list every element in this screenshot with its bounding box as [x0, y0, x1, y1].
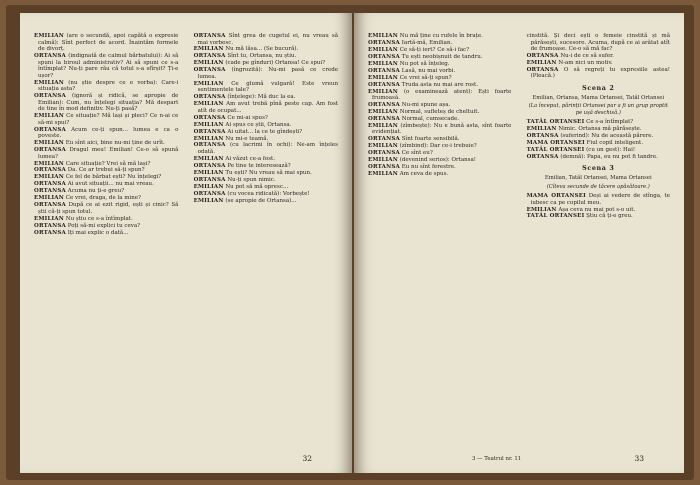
dialogue-line — [527, 140, 670, 147]
speaker-name: ORTANSA — [368, 101, 400, 108]
dialogue-text: (are o secundă, apoi capătă o expresie calmă): Sînt perfect de acord. Înaintăm formele de divorț. — [38, 33, 179, 53]
speaker-name: ORTANSA — [34, 188, 66, 195]
dialogue-line — [368, 164, 511, 171]
dialogue-line — [34, 113, 178, 126]
dialogue-line — [368, 33, 511, 40]
dialogue-line — [368, 171, 511, 178]
dialogue-text: Tu ești? Nu vreau să mai spun. — [225, 169, 312, 176]
dialogue-line — [34, 202, 178, 215]
dialogue-text: Nu-i de ce să sufer. — [560, 53, 614, 60]
dialogue-text: (demnă): Papa, eu nu pot fi tandre. — [560, 153, 658, 160]
dialogue-text: Ce să-ți iert? Ce să-i fac? — [399, 46, 470, 53]
scene-cast: Emilian, Tatăl Ortansei, Mama Ortansei — [544, 174, 652, 181]
speaker-name: ORTANSA — [193, 67, 226, 74]
speaker-name: ORTANSA — [368, 53, 400, 60]
speaker-name: ORTANSA — [368, 67, 400, 74]
speaker-name: EMILIAN — [193, 121, 224, 128]
dialogue-line — [194, 101, 338, 114]
speaker-name: ORTANSA — [526, 133, 559, 140]
dialogue-line — [368, 150, 511, 157]
left-column-1 — [34, 33, 178, 443]
dialogue-text: cinstită. Și deci ești o femeie cinstită și mă părăsești, sucesore. Acuma, după ce ai arătat atît de frumoase. Ce-o să mă fac? — [526, 33, 670, 53]
speaker-name: ORTANSA — [34, 53, 66, 60]
dialogue-text: Ai avut situații... nu mai vreau. — [67, 181, 154, 188]
speaker-name: EMILIAN — [368, 60, 398, 67]
dialogue-line — [194, 170, 338, 177]
speaker-name: ORTANSA — [34, 202, 66, 209]
dialogue-text: Deși ai vedere de stînga, te iubesc ca pe copilul meu. — [530, 193, 670, 206]
dialogue-text: (nu știe despre ce e vorba): Care-i situația asta? — [38, 79, 179, 93]
dialogue-line — [368, 157, 511, 164]
dialogue-text: (zîmbind): Dar ce-i trebuie? — [399, 143, 477, 150]
dialogue-line — [527, 133, 670, 140]
dialogue-text: Ai spus ce știi, Ortansa. — [225, 121, 292, 128]
dialogue-text: Nu-ți spun nimic. — [227, 176, 276, 183]
speaker-name: ORTANSA — [193, 176, 226, 183]
dialogue-line — [194, 67, 338, 80]
dialogue-line — [194, 177, 338, 184]
dialogue-text: Nu știu ce s-a întîmplat. — [65, 215, 133, 222]
dialogue-text: (devenind serios): Ortansa! — [399, 157, 476, 164]
dialogue-line — [368, 136, 511, 143]
dialogue-text: (o examinează atent): Ești foarte frumoasă. — [372, 88, 512, 102]
speaker-name: EMILIAN — [368, 122, 398, 129]
speaker-name: EMILIAN — [34, 79, 64, 86]
dialogue-text: Normal, cumsecade. — [401, 115, 460, 122]
speaker-name: EMILIAN — [193, 101, 224, 108]
speaker-name: ORTANSA — [368, 150, 400, 157]
dialogue-text: Am avut trebă pînă peste cap. Am fost atît de ocupat... — [197, 101, 338, 114]
dialogue-text: Nu pot să înțeleg. — [399, 60, 450, 67]
dialogue-text: Așa ceva nu mai pot s-o uit. — [558, 206, 636, 213]
dialogue-line — [34, 127, 178, 140]
dialogue-text: Care situație? Vrei să mă lași? — [65, 160, 151, 167]
speaker-name: ORTANSA — [526, 53, 559, 60]
page-number-right: 33 — [634, 454, 644, 463]
speaker-name: EMILIAN — [526, 59, 557, 66]
dialogue-line — [34, 33, 178, 53]
dialogue-text: Eu nu sînt ferestre. — [401, 164, 456, 171]
dialogue-line — [527, 33, 670, 53]
dialogue-text: Eu sînt aici, bine nu-mi ține de urît. — [65, 140, 165, 147]
dialogue-line — [34, 174, 178, 181]
right-columns — [368, 33, 670, 443]
speaker-name: EMILIAN — [34, 160, 64, 167]
dialogue-text: Sînt tu, Ortansa, nu știu. — [227, 53, 297, 60]
speaker-name: MAMA ORTANSEI — [526, 140, 585, 146]
speaker-name: ORTANSA — [193, 190, 226, 197]
speaker-name: EMILIAN — [34, 195, 64, 202]
dialogue-text: (suferind): Nu de această părere. — [560, 133, 654, 140]
dialogue-text: Truda asta nu mai are rost. — [401, 81, 478, 88]
dialogue-line — [368, 143, 511, 150]
speaker-name: EMILIAN — [193, 80, 224, 87]
right-column-1 — [368, 33, 511, 443]
speaker-name: EMILIAN — [34, 140, 64, 147]
dialogue-line — [527, 154, 670, 161]
dialogue-line — [527, 67, 670, 80]
scene-title: Scena 2 — [582, 84, 615, 92]
right-page — [354, 13, 684, 473]
dialogue-line — [527, 53, 670, 60]
dialogue-text: Nimic. Ortansa mă părăsește. — [558, 126, 642, 133]
speaker-name: ORTANSA — [193, 53, 226, 60]
dialogue-line — [194, 129, 338, 136]
speaker-name: EMILIAN — [368, 170, 398, 177]
dialogue-text: Nu mi-e teamă. — [225, 135, 269, 142]
dialogue-text: Da. Ce ar trebui să-ți spun? — [67, 167, 145, 174]
dialogue-text: Sînt foarte sensibilă. — [401, 136, 460, 143]
dialogue-line — [527, 126, 670, 133]
speaker-name: EMILIAN — [368, 33, 398, 39]
right-column-2 — [527, 33, 670, 443]
book-spread — [6, 5, 694, 480]
scene-title: Scena 3 — [582, 164, 615, 173]
dialogue-line — [368, 116, 511, 123]
dialogue-line — [527, 119, 670, 126]
dialogue-line — [194, 94, 338, 101]
dialogue-line — [527, 213, 670, 220]
speaker-name: ORTANSA — [34, 181, 66, 188]
dialogue-line — [368, 40, 511, 47]
dialogue-text: Nu mă ține cu rufele în brațe. — [399, 33, 483, 39]
dialogue-text: O să regreți tu expresiile astea! (Pleacă.) — [530, 66, 670, 80]
dialogue-text: Sînt grea de cugetul ei, nu vreau să mai vorbesc. — [197, 33, 338, 46]
stage-direction: (La început, părinții Ortansei par a fi un grup proptit pe ușă deschisă.) — [528, 103, 668, 116]
dialogue-line — [34, 223, 178, 230]
dialogue-text: Ai uitat... la ce te gîndești? — [227, 128, 303, 135]
speaker-name: EMILIAN — [193, 135, 224, 142]
speaker-name: EMILIAN — [34, 33, 64, 39]
dialogue-text: Poți să-mi explici tu ceva? — [67, 222, 141, 229]
dialogue-line — [194, 156, 338, 163]
speaker-name: ORTANSA — [368, 136, 400, 143]
scene-cast: Emilian, Ortansa, Mama Ortansei, Tatăl Ortansei — [532, 94, 665, 101]
dialogue-text: (cade pe gînduri) Ortansa! Ce spui? — [225, 60, 326, 67]
dialogue-line — [194, 198, 338, 205]
dialogue-text: Normal, sufleteș de cheltuit. — [399, 108, 480, 115]
speaker-name: EMILIAN — [193, 169, 224, 176]
speaker-name: TATĂL ORTANSEI — [526, 213, 585, 220]
speaker-name: TATĂL ORTANSEI — [526, 146, 585, 153]
dialogue-line — [194, 191, 338, 198]
speaker-name: EMILIAN — [193, 155, 224, 162]
dialogue-text: Acum ce-ți spun... lumea e ca o poveste. — [38, 126, 179, 140]
dialogue-text: Ce sînt eu? — [401, 150, 433, 157]
dialogue-text: Tu ești neobișnuit de tandru. — [401, 53, 483, 60]
dialogue-line — [34, 188, 178, 195]
dialogue-line — [527, 60, 670, 67]
dialogue-line — [368, 54, 511, 61]
speaker-name: EMILIAN — [368, 88, 398, 95]
speaker-name: EMILIAN — [193, 60, 224, 67]
speaker-name: ORTANSA — [193, 162, 226, 169]
dialogue-text: Am ceva de spus. — [399, 170, 449, 177]
dialogue-text: Pe tine te interesează? — [227, 162, 291, 169]
speaker-name: EMILIAN — [368, 74, 398, 81]
dialogue-line — [368, 109, 511, 116]
dialogue-text: Ce fel de bărbat ești? Nu înțelegi? — [65, 174, 162, 181]
left-page — [20, 13, 352, 473]
speaker-name: EMILIAN — [193, 183, 224, 190]
dialogue-line — [194, 142, 338, 155]
dialogue-line — [194, 163, 338, 170]
dialogue-line — [34, 93, 178, 113]
speaker-name: EMILIAN — [193, 46, 224, 53]
dialogue-text: Nu pot să mă opresc... — [225, 183, 289, 190]
speaker-name: EMILIAN — [368, 157, 398, 164]
dialogue-text: Ai văzut ce-a fost. — [225, 155, 275, 162]
dialogue-line — [368, 123, 511, 136]
speaker-name: MAMA ORTANSEI — [526, 193, 586, 200]
dialogue-line — [34, 181, 178, 188]
speaker-name: ORTANSA — [34, 93, 66, 100]
dialogue-line — [34, 216, 178, 223]
dialogue-text: N-am nici un motiv. — [558, 59, 613, 66]
speaker-name: EMILIAN — [34, 113, 64, 120]
speaker-name: EMILIAN — [34, 174, 64, 181]
dialogue-text: Ce glumă vulgară! Este vreun sentimentele tale? — [197, 80, 339, 94]
dialogue-line — [194, 53, 338, 60]
dialogue-text: Ce situație? Mă lași și pleci? Ce n-ai ce să-mi spui? — [38, 113, 179, 126]
speaker-name: EMILIAN — [193, 197, 224, 204]
dialogue-line — [34, 80, 178, 93]
dialogue-line — [194, 115, 338, 122]
left-column-2 — [194, 33, 338, 443]
dialogue-text: (zîmbește): Nu e bună asta, sînt foarte evidențiat. — [372, 122, 512, 136]
dialogue-line — [527, 193, 670, 206]
dialogue-line — [368, 61, 511, 68]
dialogue-line — [34, 230, 178, 237]
speaker-name: EMILIAN — [368, 108, 398, 115]
speaker-name: ORTANSA — [193, 94, 226, 101]
dialogue-text: Ce vrei, draga, de la mine? — [65, 195, 141, 202]
left-columns — [34, 33, 338, 443]
dialogue-line — [34, 147, 178, 160]
speaker-name: ORTANSA — [34, 126, 66, 133]
dialogue-line — [368, 89, 511, 102]
speaker-name: ORTANSA — [368, 164, 400, 171]
speaker-name: ORTANSA — [526, 153, 559, 160]
speaker-name: ORTANSA — [34, 222, 66, 229]
speaker-name: ORTANSA — [193, 33, 226, 39]
page-number-left: 32 — [302, 454, 312, 463]
dialogue-line — [368, 102, 511, 109]
speaker-name: EMILIAN — [368, 143, 398, 150]
dialogue-text: Iți mai explic o dată... — [67, 229, 129, 236]
dialogue-text: (cu lacrimi în ochi): Ne-am înțeles odată. — [197, 142, 338, 155]
stage-direction: (Cîteva secunde de tăcere apăsătoare.) — [546, 183, 650, 190]
dialogue-text: (ignoră și ridică, se apropie de Emilian): Cum, nu înțelegi situația? Mă despart de tine în mod definitiv. Nu-ți pasă? — [38, 93, 179, 113]
dialogue-line — [368, 68, 511, 75]
speaker-name: ORTANSA — [368, 39, 400, 46]
dialogue-text: Știu că ți-e greu. — [586, 213, 633, 220]
dialogue-text: (indignată de calmul bărbatului): Ai să spuni la biroul administrativ? Ai să spuni ce s-a întîmplat? Nu-ți pare rău că totul s-a sfîrșit? Ți-e ușor? — [38, 53, 179, 79]
speaker-name: EMILIAN — [34, 215, 64, 222]
speaker-name: ORTANSA — [193, 114, 226, 121]
dialogue-text: Nu mă lăsa... (Se bucură). — [225, 46, 299, 53]
speaker-name: ORTANSA — [34, 167, 66, 174]
dialogue-text: (se apropie de Ortansa)... — [225, 197, 297, 204]
speaker-name: ORTANSA — [526, 66, 559, 73]
dialogue-line — [194, 122, 338, 129]
dialogue-text: Lasă, nu mai vorbi. — [401, 67, 456, 74]
speaker-name: TATĂL ORTANSEI — [526, 119, 585, 126]
page-footer: 3 — Teatrul nr. 11 — [472, 456, 522, 462]
dialogue-text: Fiul copil inteligent. — [586, 140, 644, 146]
dialogue-text: Ce mi-ai spus? — [227, 114, 268, 121]
speaker-name: ORTANSA — [368, 81, 400, 88]
speaker-name: ORTANSA — [34, 147, 66, 154]
dialogue-text: După ce ai ezit rigid, ești și cinic? Să știi că-ți spun totul. — [38, 202, 179, 215]
speaker-name: ORTANSA — [193, 142, 226, 149]
dialogue-text: (cu un gest): Hai! — [586, 146, 636, 153]
speaker-name: EMILIAN — [526, 126, 557, 133]
dialogue-text: (îngrozită): Nu-mi pasă ce crede lumea. — [197, 67, 339, 80]
dialogue-line — [368, 47, 511, 54]
dialogue-line — [368, 75, 511, 82]
dialogue-text: Acuma nu ți-e greu? — [67, 188, 125, 195]
speaker-name: EMILIAN — [368, 46, 398, 53]
dialogue-line — [194, 81, 338, 94]
dialogue-line — [368, 82, 511, 89]
dialogue-line — [194, 184, 338, 191]
dialogue-text: Nu-mi spune așa. — [401, 101, 451, 108]
dialogue-line — [34, 195, 178, 202]
dialogue-text: Ce s-a întîmplat? — [586, 119, 634, 126]
dialogue-text: Ce vrei să-ți spun? — [399, 74, 452, 81]
dialogue-line — [34, 140, 178, 147]
dialogue-line — [527, 147, 670, 154]
speaker-name: EMILIAN — [526, 206, 557, 213]
speaker-name: ORTANSA — [193, 128, 226, 135]
dialogue-text: Dragul meu! Emilian! Ce-o să spună lumea? — [38, 147, 179, 160]
dialogue-text: Iartă-mă, Emilian. — [401, 39, 453, 46]
speaker-name: ORTANSA — [34, 229, 66, 236]
dialogue-line — [194, 33, 338, 46]
dialogue-line — [194, 60, 338, 67]
dialogue-line — [34, 53, 178, 79]
dialogue-text: (cu vocea ridicată): Vorbește! — [227, 190, 310, 197]
speaker-name: ORTANSA — [368, 115, 400, 122]
dialogue-text: (înțelege): Mă duc la ea. — [227, 94, 296, 101]
